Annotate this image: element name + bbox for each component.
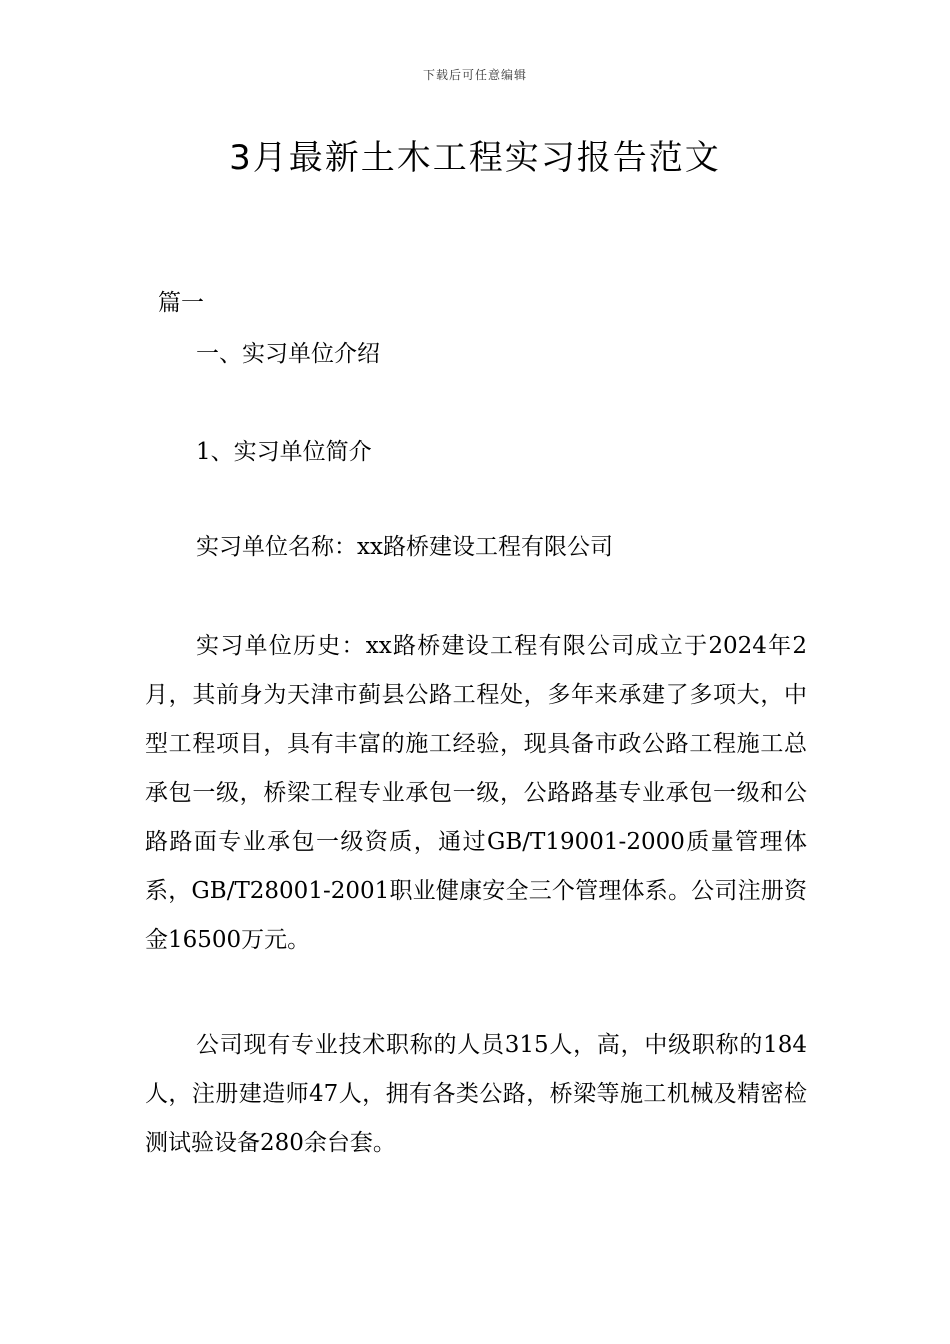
section-label: 篇一 [158, 290, 204, 316]
paragraph-unit-history: 实习单位历史：xx路桥建设工程有限公司成立于2024年2月，其前身为天津市蓟县公路工程处，多年来承建了多项大，中型工程项目，具有丰富的施工经验，现具备市政公路工程施工总承包一级，桥梁工程专业承包一级，公路路基专业承包一级和公路路面专业承包一级资质，通过GB/T19001-2000质量管理体系，GB/T28001-2001职业健康安全三个管理体系。公司注册资金16500万元。 [145, 633, 807, 953]
heading-unit-introduction: 一、实习单位介绍 [196, 341, 380, 367]
heading-unit-overview: 1、实习单位简介 [196, 439, 372, 465]
document-title: 3月最新土木工程实习报告范文 [229, 138, 721, 178]
header-note: 下载后可任意编辑 [422, 68, 527, 82]
paragraph-unit-name: 实习单位名称：xx路桥建设工程有限公司 [196, 534, 613, 560]
paragraph-staff: 公司现有专业技术职称的人员315人，高，中级职称的184人，注册建造师47人，拥有各类公路，桥梁等施工机械及精密检测试验设备280余台套。 [145, 1032, 807, 1156]
